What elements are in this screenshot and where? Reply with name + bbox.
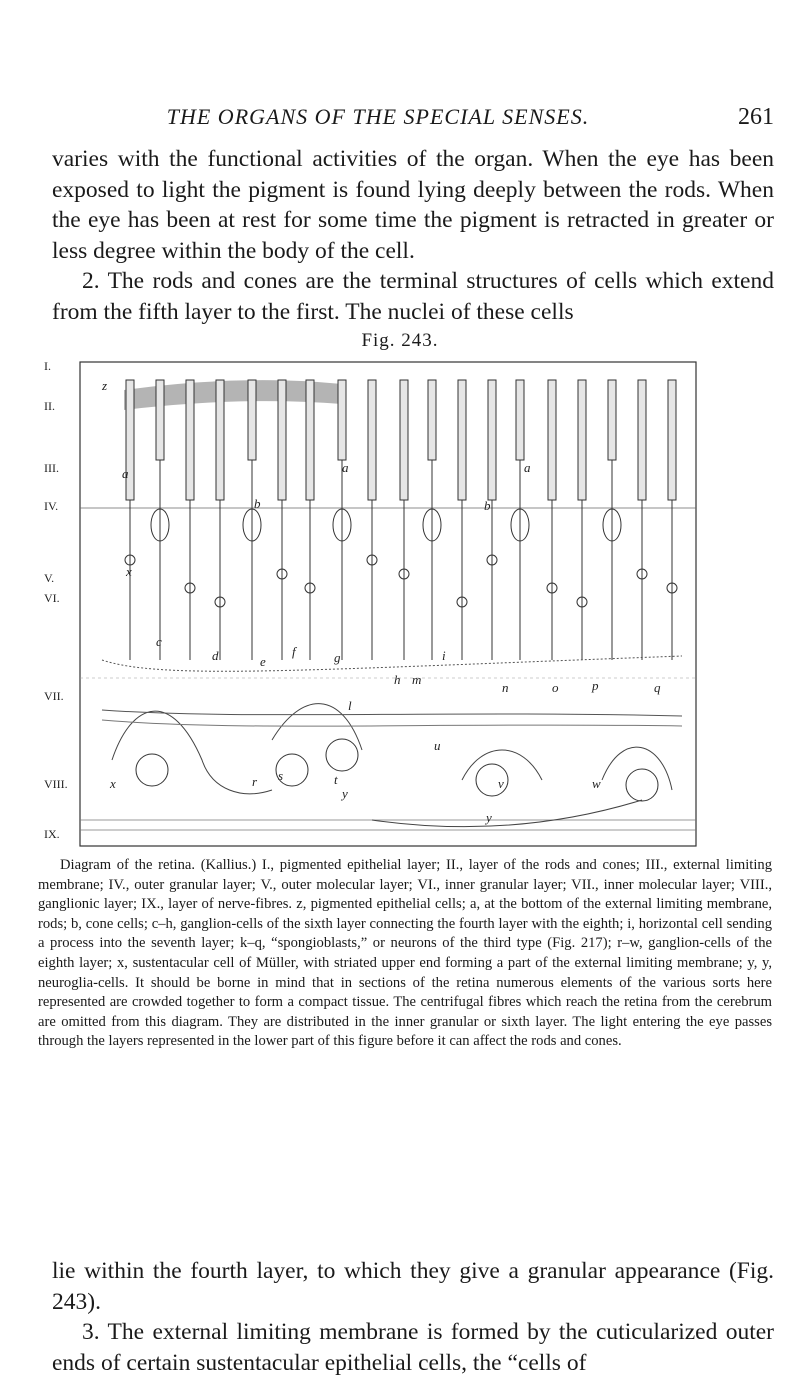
retina-diagram [42, 360, 700, 850]
layer-label: VIII. [44, 777, 68, 791]
layer-label: VI. [44, 591, 60, 605]
diagram-letter-label: o [552, 680, 559, 695]
body-text-bottom [52, 1256, 774, 1378]
layer-label: III. [44, 461, 59, 475]
cone-outer-segment [608, 380, 616, 460]
cone-outer-segment [338, 380, 346, 460]
diagram-letter-label: g [334, 650, 341, 665]
diagram-letter-label: e [260, 654, 266, 669]
layer-label: V. [44, 571, 55, 585]
diagram-letter-label: z [102, 378, 108, 393]
diagram-letter-label: h [394, 672, 401, 687]
diagram-letter-label: w [592, 776, 601, 791]
rod-outer-segment [488, 380, 496, 500]
diagram-letter-label: m [412, 672, 422, 687]
diagram-letter-label: t [334, 772, 338, 787]
layer-label: IV. [44, 499, 59, 513]
diagram-letter-label: i [442, 648, 446, 663]
rod-outer-segment [668, 380, 676, 500]
page-header [52, 104, 774, 138]
layer-label: VII. [44, 689, 64, 703]
diagram-letter-label: r [252, 774, 258, 789]
figure-title: Fig. 243. [361, 330, 439, 351]
running-head: THE ORGANS OF THE SPECIAL SENSES. [166, 104, 590, 129]
diagram-letter-label: v [498, 776, 504, 791]
diagram-letter-label: b [254, 496, 261, 511]
layer-label: IX. [44, 827, 60, 841]
paragraph: varies with the functional activities of the organ. When the eye has been exposed to light the pigment is found lying deeply between the rods. When the eye has been at rest for some time the pigment is retracted in greater or less degree within the body of the cell. [52, 146, 774, 264]
ganglion-cell [326, 739, 358, 771]
diagram-letter-label: f [292, 644, 296, 659]
diagram-letter-label: s [278, 768, 284, 783]
rod-outer-segment [278, 380, 286, 500]
layer-label: II. [44, 399, 55, 413]
ganglion-cell [626, 769, 658, 801]
diagram-letter-label: y [342, 786, 348, 801]
diagram-letter-label: l [348, 698, 352, 713]
cone-outer-segment [248, 380, 256, 460]
rod-outer-segment [216, 380, 224, 500]
diagram-letter-label: b [484, 498, 491, 513]
cone-outer-segment [156, 380, 164, 460]
rod-outer-segment [638, 380, 646, 500]
paragraph: 3. The external limiting membrane is formed by the cuticularized outer ends of certain sustentacular epithelial cells, the “cells of [52, 1319, 774, 1376]
figure-caption: Diagram of the retina. (Kallius.) I., pigmented epithelial layer; II., layer of the rods and cones; III., external limiting membrane; IV., outer granular layer; V., outer molecular layer; VI., inner granular layer; VII., inner molecular layer; VIII., ganglionic layer; IX., layer of nerve-fibres. z, pigmented epithelial cells; a, at the bottom of the external limiting membrane, rods; b, cone cells; c–h, ganglion-cells of the sixth layer connecting the fourth layer with the eighth; i, horizontal cell sending a process into the seventh layer; k–q, “spongioblasts,” or neurons of the third type (Fig. 217); r–w, ganglion-cells of the eighth layer; x, sustentacular cell of Müller, with striated upper end forming a part of the external limiting membrane; y, y, neuroglia-cells. It should be borne in mind that in sections of the retina numerous elements of the various sorts here represented are crowded together to form a compact tissue. The centrifugal fibres which reach the retina from the cerebrum are omitted from this diagram. They are distributed in the inner granular or sixth layer. The light entering the eye passes through the layers represented in the lower part of this figure before it can affect the rods and cones. [38, 857, 772, 1050]
rod-outer-segment [548, 380, 556, 500]
diagram-letter-label: c [156, 634, 162, 649]
diagram-letter-label: a [524, 460, 531, 475]
diagram-letter-label: d [212, 648, 219, 663]
diagram-letter-label: x [126, 564, 132, 579]
rod-outer-segment [368, 380, 376, 500]
cone-outer-segment [516, 380, 524, 460]
rod-outer-segment [578, 380, 586, 500]
diagram-letter-label: q [654, 680, 661, 695]
layer-label: I. [44, 360, 51, 373]
diagram-letter-label: n [502, 680, 509, 695]
rod-outer-segment [126, 380, 134, 500]
cone-outer-segment [428, 380, 436, 460]
ganglion-cell [136, 754, 168, 786]
diagram-letter-label: a [342, 460, 349, 475]
diagram-letter-label: u [434, 738, 441, 753]
paragraph: 2. The rods and cones are the terminal structures of cells which extend from the fifth layer to the first. The nuclei of these cells [52, 268, 774, 325]
rod-outer-segment [306, 380, 314, 500]
diagram-letter-label: a [122, 466, 129, 481]
diagram-letter-label: x [110, 776, 116, 791]
rod-outer-segment [400, 380, 408, 500]
diagram-letter-label: p [592, 678, 599, 693]
diagram-letter-label: y [486, 810, 492, 825]
paragraph: lie within the fourth layer, to which they give a granular appearance (Fig. 243). [52, 1258, 774, 1315]
rod-outer-segment [458, 380, 466, 500]
body-text-top [52, 144, 774, 327]
page-number: 261 [738, 104, 774, 130]
rod-outer-segment [186, 380, 194, 500]
